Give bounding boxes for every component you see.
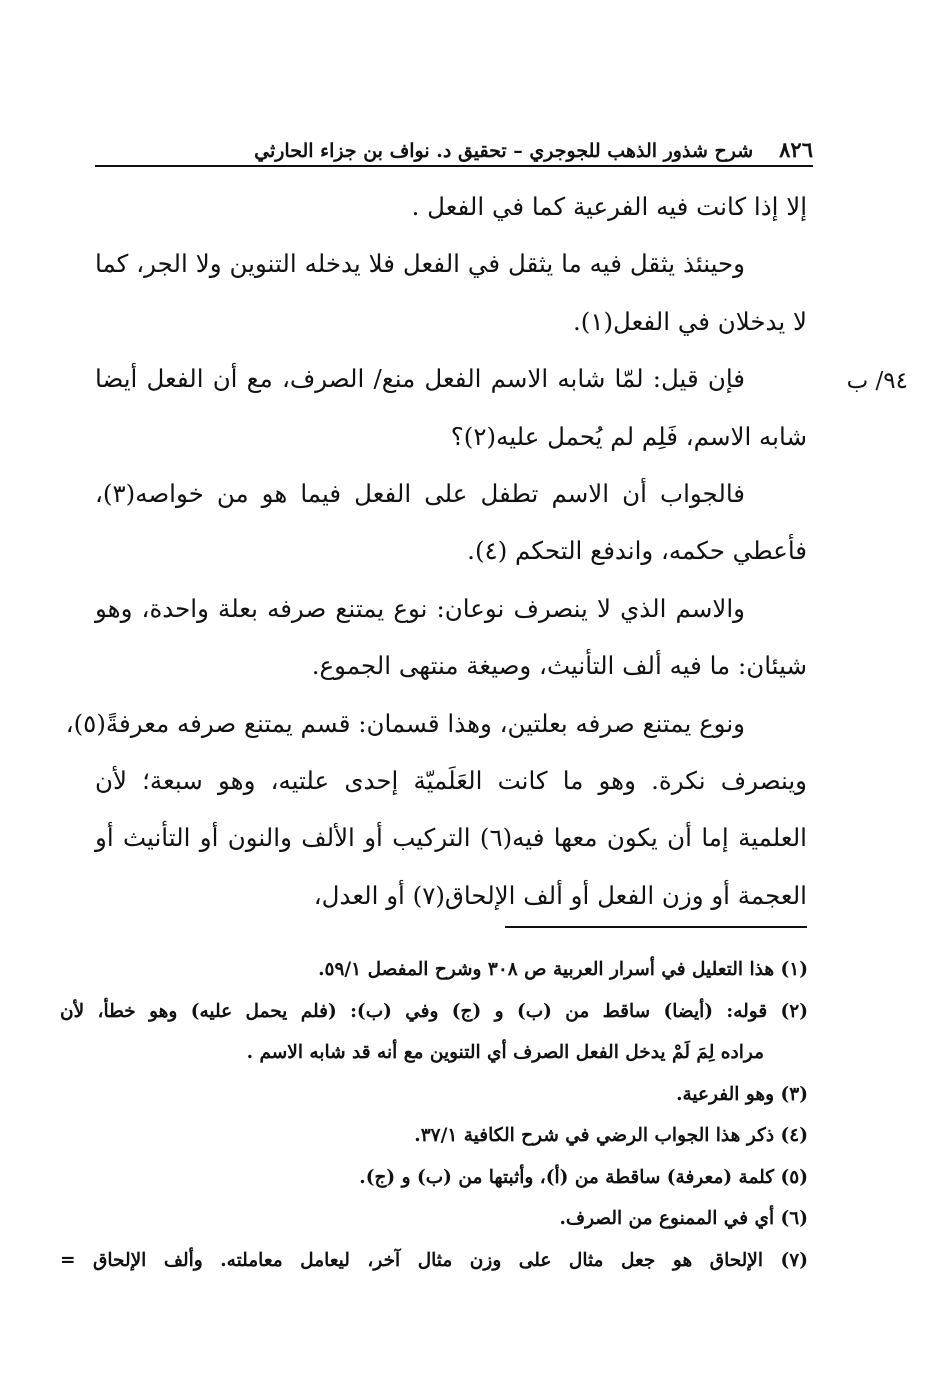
footnotes [60,949,808,1281]
text-line: وينصرف نكرة. وهو ما كانت العَلَميّة إحدى علتيه، وهو سبعة؛ لأن [95,765,807,795]
text-line: فالجواب أن الاسم تطفل على الفعل فيما هو من خواصه(٣)، [95,478,745,508]
text-line: شابه الاسم، فَلِم لم يُحمل عليه(٢)؟ [450,421,807,451]
footnote: (٥) كلمة (معرفة) ساقطة من (أ)، وأثبتها من (ب) و (ج). [359,1166,808,1188]
main-text [65,178,807,924]
text-line: والاسم الذي لا ينصرف نوعان: نوع يمتنع صرفه بعلة واحدة، وهو [95,593,745,623]
text-line: وحينئذ يثقل فيه ما يثقل في الفعل فلا يدخله التنوين ولا الجر، كما [95,249,745,279]
text-line: فأعطي حكمه، واندفع التحكم (٤). [467,536,807,566]
text-line: إلا إذا كانت فيه الفرعية كما في الفعل . [411,192,807,221]
footnote: (٣) وهو الفرعية. [676,1083,808,1105]
text-line: شيئان: ما فيه ألف التأنيث، وصيغة منتهى الجموع. [311,651,807,681]
footnote: (٦) أي في الممنوع من الصرف. [559,1208,808,1229]
footnote-separator [505,926,807,928]
text-line: فإن قيل: لمّا شابه الاسم الفعل منع/ الصرف، مع أن الفعل أيضا [95,364,745,394]
text-line: العلمية إما أن يكون معها فيه(٦) التركيب أو الألف والنون أو التأنيث أو [95,823,807,853]
text-line: لا يدخلان في الفعل(١). [572,306,807,336]
page-number: ٨٢٦ [779,137,813,162]
footnote: (٤) ذكر هذا الجواب الرضي في شرح الكافية ٣٧/١. [414,1125,808,1146]
text-line: ونوع يمتنع صرفه بعلتين، وهذا قسمان: قسم يمتنع صرفه معرفةً(٥)، [65,708,745,738]
header-title: شرح شذور الذهب للجوجري – تحقيق د. نواف بن جزاء الحارثي [254,140,754,162]
manuscript-folio-marker: ٩٤/ ب [846,368,908,394]
footnote-continuation: مراده لِمَ لَمْ يدخل الفعل الصرف أي التنوين مع أنه قد شابه الاسم . [246,1042,764,1063]
footnote: (٢) قوله: (أيضا) ساقط من (ب) و (ج) وفي (ب): (فلم يحمل عليه) وهو خطأ، لأن [60,1000,808,1022]
text-line: العجمة أو وزن الفعل أو ألف الإلحاق(٧) أو العدل، [313,880,807,910]
running-header [95,128,813,167]
footnote: (١) هذا التعليل في أسرار العربية ص ٣٠٨ وشرح المفصل ٥٩/١. [318,959,808,980]
footnote: (٧) الإلحاق هو جعل مثال على وزن مثال آخر، ليعامل معاملته. وألف الإلحاق = [60,1249,808,1271]
